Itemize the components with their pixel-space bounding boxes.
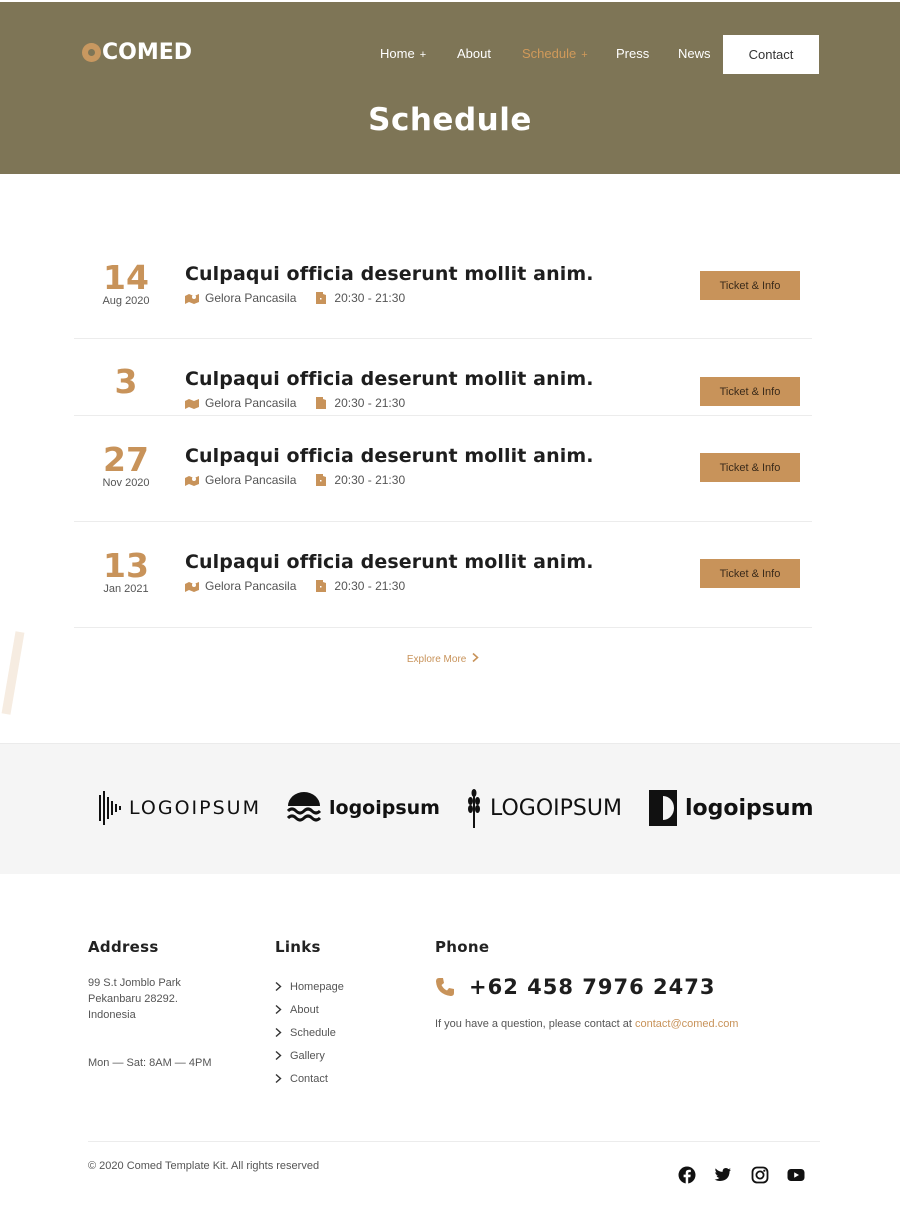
nav-label: About — [457, 46, 491, 61]
nav-label: Home — [380, 46, 415, 61]
event-row — [74, 440, 812, 520]
contact-note-text: If you have a question, please contact at — [435, 1018, 632, 1030]
map-icon — [185, 474, 199, 486]
door-icon — [314, 474, 328, 486]
event-time: 20:30 - 21:30 — [334, 473, 406, 487]
chevron-right-icon — [275, 1074, 282, 1083]
event-month: Jan 2021 — [103, 583, 149, 595]
ticket-info-button[interactable]: Ticket & Info — [700, 271, 800, 300]
event-month: Nov 2020 — [102, 477, 150, 489]
ticket-info-button[interactable]: Ticket & Info — [700, 453, 800, 482]
address-line: 99 S.t Jomblo Park — [88, 977, 181, 989]
footer-link-label: Gallery — [290, 1049, 325, 1062]
event-meta — [185, 291, 405, 305]
explore-more-label: Explore More — [406, 654, 467, 665]
partner-logo-text: logoipsum — [685, 795, 814, 821]
phone-heading: Phone — [435, 938, 490, 956]
phone-row — [435, 975, 715, 999]
wheat-icon — [466, 788, 482, 828]
door-icon — [314, 580, 328, 592]
event-title: Culpaqui officia deserunt mollit anim. — [185, 551, 594, 573]
nav-item-home[interactable] — [380, 46, 426, 61]
submenu-plus-icon: + — [419, 49, 427, 61]
event-location: Gelora Pancasila — [205, 396, 297, 410]
contact-button[interactable]: Contact — [723, 35, 819, 74]
footer-link-label: Contact — [290, 1072, 328, 1085]
event-row — [74, 546, 812, 626]
nav-label: News — [678, 46, 711, 61]
partner-logo — [287, 788, 440, 828]
footer-link-contact[interactable] — [275, 1067, 344, 1090]
event-meta — [185, 473, 405, 487]
email-link[interactable]: contact@comed.com — [634, 1018, 739, 1030]
event-time: 20:30 - 21:30 — [334, 291, 406, 305]
event-row-clipped — [74, 340, 812, 410]
footer-link-label: About — [290, 1003, 319, 1016]
event-day: 14 — [103, 258, 149, 297]
phone-number[interactable]: +62 458 7976 2473 — [469, 975, 716, 999]
address-block — [88, 975, 181, 1023]
address-heading: Address — [88, 938, 159, 956]
footer-link-about[interactable] — [275, 998, 344, 1021]
event-location: Gelora Pancasila — [205, 473, 297, 487]
footer-links — [275, 975, 344, 1090]
address-line: Pekanbaru 28292. — [88, 993, 178, 1005]
nav-item-schedule[interactable] — [522, 46, 588, 61]
waves-icon — [287, 793, 321, 823]
door-icon — [314, 397, 328, 409]
map-icon — [185, 397, 199, 409]
nav-item-about[interactable] — [457, 46, 491, 61]
logo-text: COMED — [102, 40, 193, 65]
chevron-right-icon — [275, 1005, 282, 1014]
youtube-icon[interactable] — [787, 1166, 805, 1184]
partner-logo — [466, 788, 622, 828]
nav-label: Press — [616, 46, 650, 61]
partner-logo-text: LOGOIPSUM — [129, 797, 261, 819]
event-meta — [185, 579, 405, 593]
phone-icon — [435, 977, 455, 997]
contact-note — [435, 1018, 738, 1030]
partner-logo-text: logoipsum — [329, 797, 440, 819]
divider — [74, 627, 812, 628]
event-title: Culpaqui officia deserunt mollit anim. — [185, 263, 594, 285]
footer-link-schedule[interactable] — [275, 1021, 344, 1044]
divider — [74, 338, 812, 339]
instagram-icon[interactable] — [751, 1166, 769, 1184]
partner-logos — [0, 743, 900, 874]
footer-link-gallery[interactable] — [275, 1044, 344, 1067]
footer-link-label: Schedule — [290, 1026, 336, 1039]
opening-hours: Mon — Sat: 8AM — 4PM — [88, 1057, 212, 1069]
decorative-stroke — [0, 628, 22, 718]
barcode-icon — [99, 791, 123, 825]
footer-link-label: Homepage — [290, 980, 344, 993]
event-time: 20:30 - 21:30 — [334, 579, 406, 593]
nav-item-news[interactable] — [678, 46, 711, 61]
twitter-icon[interactable] — [714, 1166, 732, 1184]
page-title: Schedule — [368, 102, 532, 138]
partner-logo — [99, 788, 261, 828]
map-icon — [185, 580, 199, 592]
copyright: © 2020 Comed Template Kit. All rights reserved — [88, 1160, 320, 1172]
chevron-right-icon — [275, 982, 282, 991]
chevron-right-icon — [472, 653, 479, 662]
door-icon — [314, 292, 328, 304]
event-day: 3 — [114, 362, 138, 401]
map-icon — [185, 292, 199, 304]
submenu-plus-icon: + — [581, 49, 588, 61]
links-heading: Links — [275, 938, 321, 956]
address-line: Indonesia — [88, 1009, 136, 1021]
footer-link-homepage[interactable] — [275, 975, 344, 998]
partner-logo-text: LOGOIPSUM — [490, 795, 622, 821]
divider — [74, 521, 812, 522]
chevron-right-icon — [275, 1028, 282, 1037]
ticket-info-button[interactable]: Ticket & Info — [700, 559, 800, 588]
event-day: 13 — [103, 546, 149, 585]
event-row — [74, 362, 812, 442]
site-header — [0, 2, 900, 174]
event-month: Aug 2020 — [102, 295, 150, 307]
ticket-info-button[interactable]: Ticket & Info — [700, 377, 800, 406]
nav-label: Schedule — [522, 46, 577, 61]
event-meta — [185, 396, 405, 410]
event-title: Culpaqui officia deserunt mollit anim. — [185, 445, 594, 467]
event-day: 27 — [103, 440, 149, 479]
half-circle-icon — [649, 790, 677, 826]
facebook-icon[interactable] — [678, 1166, 696, 1184]
event-location: Gelora Pancasila — [205, 579, 297, 593]
partner-logo — [649, 788, 814, 828]
event-location: Gelora Pancasila — [205, 291, 297, 305]
chevron-right-icon — [275, 1051, 282, 1060]
event-title: Culpaqui officia deserunt mollit anim. — [185, 368, 594, 390]
divider — [88, 1141, 820, 1142]
event-time: 20:30 - 21:30 — [334, 396, 406, 410]
event-row — [74, 258, 812, 338]
nav-item-press[interactable] — [616, 46, 649, 61]
explore-more-link[interactable] — [0, 653, 886, 665]
divider — [74, 415, 812, 416]
